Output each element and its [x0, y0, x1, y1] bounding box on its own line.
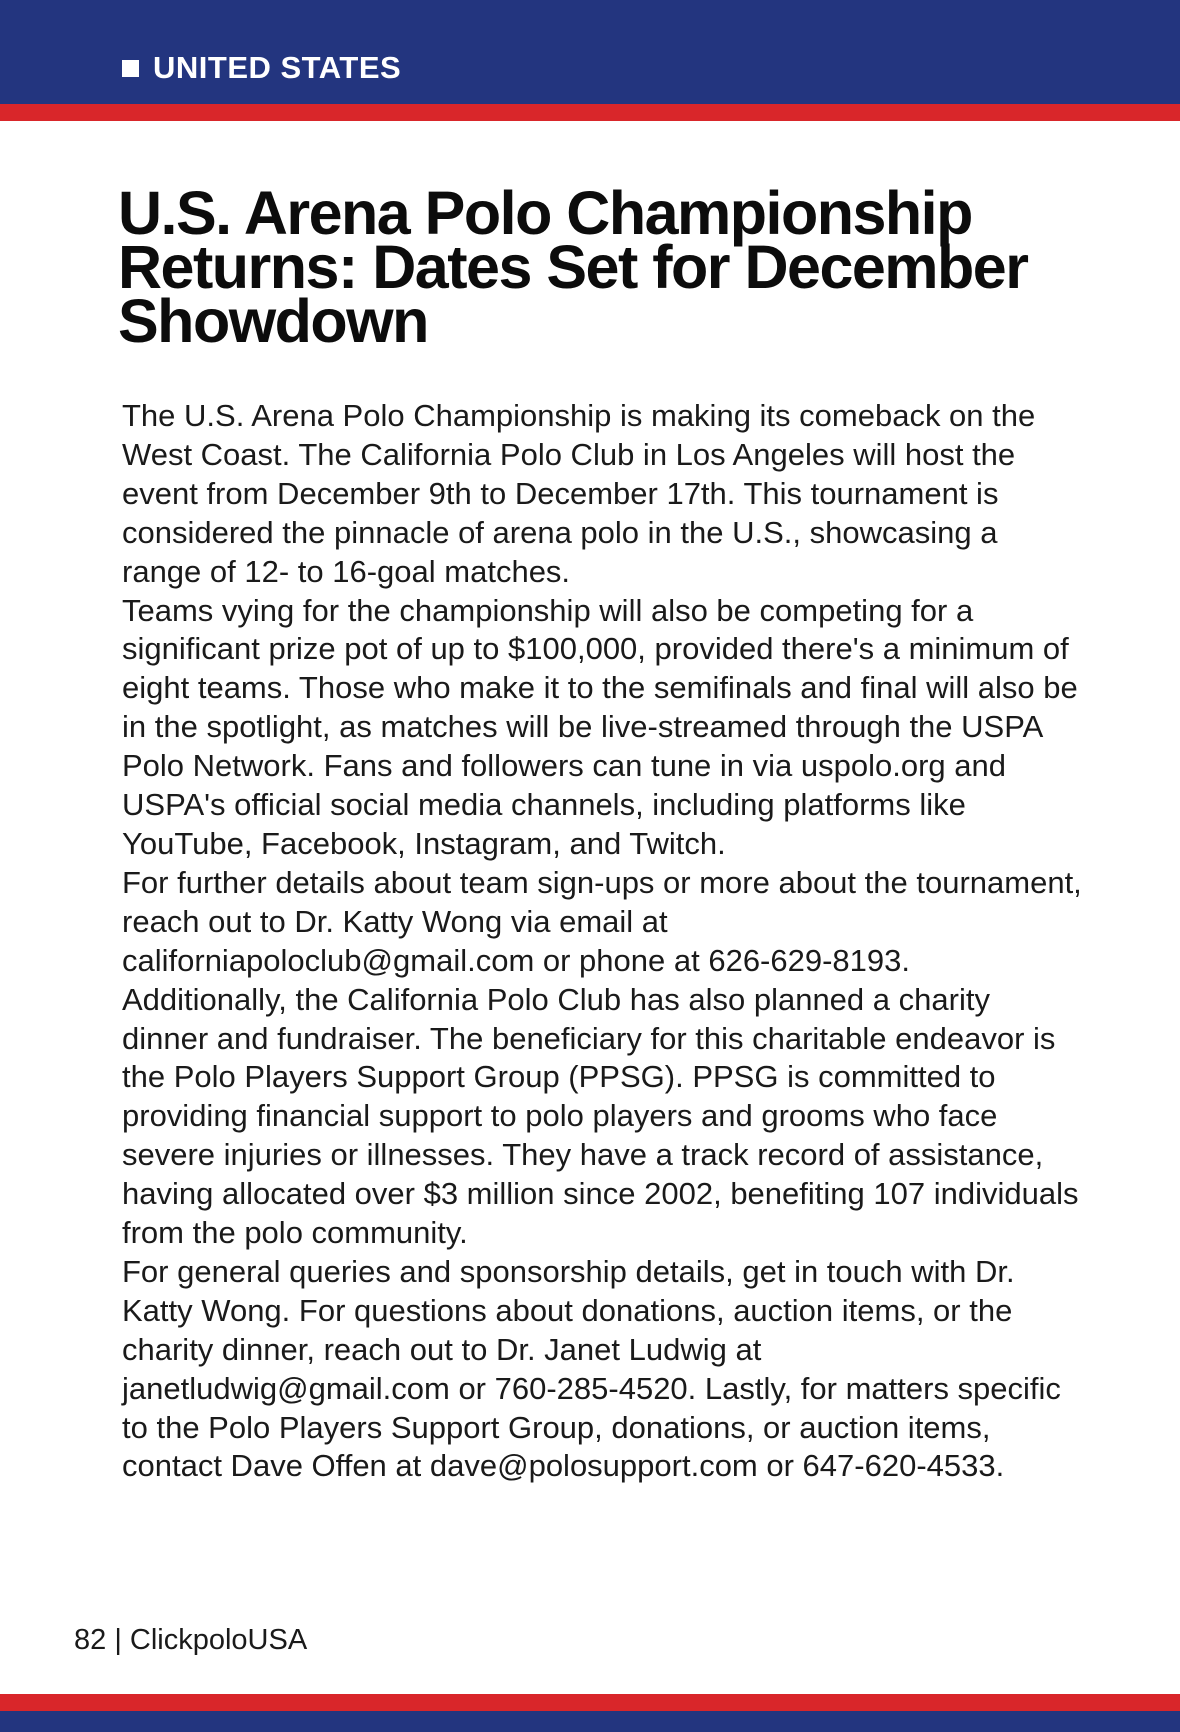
article-paragraph: Additionally, the California Polo Club has also planned a charity dinner and fundraiser. The beneficiary for this charitable endeavor is the Polo Players Support Group (PPSG). PPSG is committed to providing financial support to polo players and grooms who face severe injuries or illnesses. They have a track record of assistance, having allocated over $3 million since 2002, benefiting 107 individuals from the polo community.: [122, 981, 1079, 1251]
section-label: [122, 46, 401, 90]
article-paragraph: Teams vying for the championship will also be competing for a significant prize pot of up to $100,000, provided there's a minimum of eight teams. Those who make it to the semifinals and final will also be in the spotlight, as matches will be live-streamed through the USPA Polo Network. Fans and followers can tune in via uspolo.org and USPA's official social media channels, including platforms like YouTube, Facebook, Instagram, and Twitch.: [122, 592, 1078, 861]
square-bullet-icon: [122, 60, 139, 77]
article-body: [122, 397, 1082, 1486]
footer-red-stripe: [0, 1694, 1180, 1711]
page-footer: 82 | ClickpoloUSA: [74, 1624, 308, 1656]
header-red-stripe: [0, 104, 1180, 121]
article-headline: U.S. Arena Polo Championship Returns: Dates Set for December Showdown: [118, 179, 1028, 355]
footer-band: [0, 1711, 1180, 1732]
article-paragraph: For general queries and sponsorship details, get in touch with Dr. Katty Wong. For questions about donations, auction items, or the charity dinner, reach out to Dr. Janet Ludwig at janetludwig@gmail.com or 760-285-4520. Lastly, for matters specific to the Polo Players Support Group, donations, or auction items, contact Dave Offen at dave@polosupport.com or 647-620-4533.: [122, 1253, 1061, 1484]
article-paragraph: For further details about team sign-ups or more about the tournament, reach out to Dr. Katty Wong via email at californiapoloclub@gmail.com or phone at 626-629-8193.: [122, 864, 1082, 978]
article-paragraph: The U.S. Arena Polo Championship is making its comeback on the West Coast. The California Polo Club in Los Angeles will host the event from December 9th to December 17th. This tournament is considered the pinnacle of arena polo in the U.S., showcasing a range of 12- to 16-goal matches.: [122, 398, 1036, 589]
section-label-text: UNITED STATES: [153, 50, 402, 85]
